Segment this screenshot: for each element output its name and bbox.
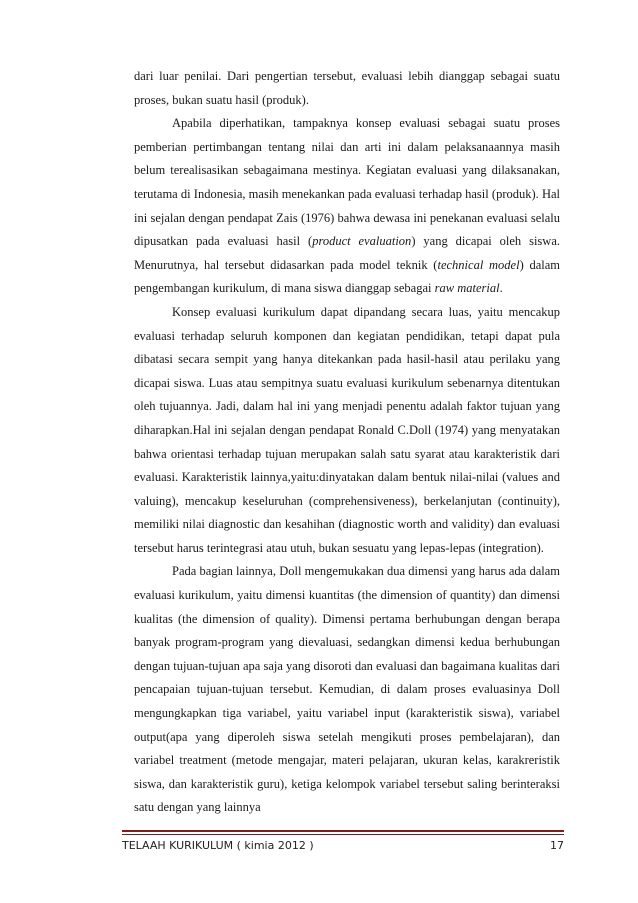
page-footer — [122, 839, 564, 852]
text-run: Konsep evaluasi kurikulum dapat dipandang secara luas, yaitu mencakup evaluasi terhadap seluruh komponen dan kegiatan pendidikan, tetapi dapat pula dibatasi secara sempit yang hanya ditekankan pada hasil-hasil atau perilaku yang dicapai siswa. Luas atau sempitnya suatu evaluasi kurikulum sebenarnya ditentukan oleh tujuannya. Jadi, dalam hal ini yang menjadi penentu adalah faktor tujuan yang diharapkan.Hal ini sejalan dengan pendapat Ronald C.Doll (1974) yang menyatakan bahwa orientasi terhadap tujuan merupakan salah satu syarat atau karakteristik dari evaluasi. Karakteristik lainnya,yaitu:dinyatakan dalam bentuk nilai-nilai (values and valuing), mencakup keseluruhan (comprehensiveness), berkelanjutan (continuity), memiliki nilai diagnostic dan kesahihan (diagnostic worth and validity) dan evaluasi tersebut harus terintegrasi atau utuh, bukan sesuatu yang lepas-lepas (integration). — [134, 304, 560, 555]
text-run: ) dalam pengembangan kurikulum, di mana siswa dianggap sebagai — [134, 257, 560, 296]
body-text — [134, 65, 560, 820]
footer-title: TELAAH KURIKULUM ( kimia 2012 ) — [122, 839, 314, 852]
text-run: Pada bagian lainnya, Doll mengemukakan dua dimensi yang harus ada dalam evaluasi kurikulum, yaitu dimensi kuantitas (the dimension of quantity) dan dimensi kualitas (the dimension of quality). Dimensi pertama berhubungan dengan berapa banyak program-program yang dievaluasi, sedangkan dimensi kedua berhubungan dengan tujuan-tujuan apa saja yang disoroti dan evaluasi dan bagaimana kualitas dari pencapaian tujuan-tujuan tersebut. Kemudian, di dalam proses evaluasinya Doll mengungkapkan tiga variabel, yaitu variabel input (karakteristik siswa), variabel output(apa yang diperoleh siswa setelah mengikuti proses pembelajaran), dan variabel treatment (metode mengajar, materi pelajaran, ukuran kelas, karakreristik siswa, dan karakteristik guru), ketiga kelompok variabel tersebut saling berinteraksi satu dengan yang lainnya — [134, 564, 560, 815]
footer-rule-thin — [122, 834, 564, 835]
text-run: dari luar penilai. Dari pengertian tersebut, evaluasi lebih dianggap sebagai suatu proses, bukan suatu hasil (produk). — [134, 69, 560, 107]
italic-term: technical model — [437, 257, 520, 272]
text-run: . — [499, 281, 503, 296]
paragraph — [134, 65, 560, 112]
italic-term: raw material — [434, 281, 500, 296]
italic-term: product evaluation — [312, 234, 412, 249]
text-run: Apabila diperhatikan, tampaknya konsep evaluasi sebagai suatu proses pemberian pertimbangan tentang nilai dan arti ini dalam pelaksanaannya masih belum terealisasikan sebagaimana mestinya. Kegiatan evaluasi yang dilaksanakan, terutama di Indonesia, masih menekankan pada evaluasi terhadap hasil (produk). Hal ini sejalan dengan pendapat Zais (1976) bahwa dewasa ini penekanan evaluasi selalu dipusatkan pada evaluasi hasil ( — [134, 116, 560, 249]
paragraph — [134, 301, 560, 561]
page-number: 17 — [550, 839, 564, 852]
paragraph — [134, 560, 560, 820]
paragraph — [134, 112, 560, 301]
text-run: ) yang dicapai oleh siswa. Menurutnya, hal tersebut didasarkan pada model teknik ( — [134, 234, 560, 272]
footer-rule-thick — [122, 830, 564, 832]
